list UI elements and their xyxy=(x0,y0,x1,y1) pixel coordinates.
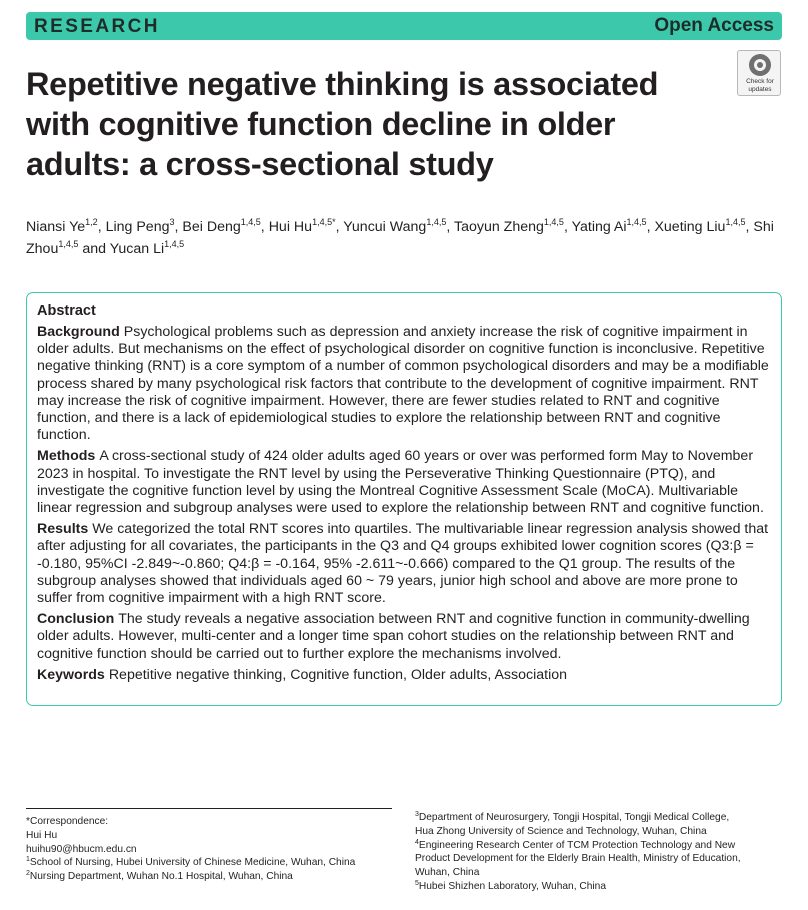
footnotes-left xyxy=(26,815,406,884)
author-affiliation-marker: 1,4,5 xyxy=(725,217,746,227)
author-affiliation-marker: 1,2 xyxy=(85,217,98,227)
author-separator: , xyxy=(97,219,106,235)
author-affiliation-marker: 1,4,5 xyxy=(543,217,564,227)
author-name[interactable]: Yuncui Wang xyxy=(343,219,427,235)
check-for-updates-icon xyxy=(749,54,771,76)
author-separator: , xyxy=(174,219,183,235)
abstract-section-text: The study reveals a negative association between RNT and cognitive function in community-dwelling older adults. However, multi-center and a longer time span cohort studies on the relationship between RNT and cognitive function should be carried out to further explore the mechanisms involved. xyxy=(37,611,750,662)
abstract-section-text: Repetitive negative thinking, Cognitive function, Older adults, Association xyxy=(108,666,568,683)
affiliation-number: 3 xyxy=(415,811,419,818)
affiliation-text: Engineering Research Center of TCM Protection Technology and New xyxy=(418,839,736,851)
affiliation-footnote xyxy=(415,839,785,853)
abstract-section-text: A cross-sectional study of 424 older adults aged 60 years or over was performed form May to November 2023 in hospital. To investigate the RNT level by using the Perseverative Thinking Questionnaire (PTQ), and investigate the cognitive function level by using the Montreal Cognitive Assessment Scale (MoCA). Multivariable linear regression and subgroup analyses were used to explore the relationship between RNT and cognitive function. xyxy=(37,448,764,517)
affiliation-footnote xyxy=(415,825,785,839)
abstract-section-text: We categorized the total RNT scores into quartiles. The multivariable linear regression analysis showed that after adjusting for all covariates, the participants in the Q3 and Q4 groups exhibited lower cognition scores (Q3:β = -0.180, 95%CI -2.849~-0.860; Q4:β = -0.164, 95% -2.611~-0.666) compared to the Q1 group. The results of the subgroup analyses showed that individuals aged 60 ~ 79 years, junior high school and above are more prone to suffer from cognitive impairment with a high RNT score. xyxy=(37,521,769,607)
author-name[interactable]: Ling Peng xyxy=(105,219,170,235)
author-affiliation-marker: 1,4,5 xyxy=(58,239,79,249)
correspondent-name: Hui Hu xyxy=(26,829,58,841)
check-for-updates-button[interactable] xyxy=(737,50,781,96)
affiliation-text: Department of Neurosurgery, Tongji Hospital, Tongji Medical College, xyxy=(418,812,730,823)
affiliation-footnote xyxy=(26,870,406,884)
abstract-section-background xyxy=(37,324,773,444)
author-name[interactable]: Yucan Li xyxy=(109,241,165,257)
author-affiliation-marker: 1,4,5* xyxy=(312,217,336,227)
author-separator: , xyxy=(745,219,754,235)
author-separator: , xyxy=(260,219,269,235)
affiliation-number: 2 xyxy=(26,870,30,878)
affiliation-number: 1 xyxy=(26,856,30,864)
affiliation-text: School of Nursing, Hubei University of Chinese Medicine, Wuhan, China xyxy=(29,857,356,869)
author-affiliation-marker: 1,4,5 xyxy=(626,217,647,227)
affiliation-footnote xyxy=(415,880,785,894)
affiliation-footnote xyxy=(26,856,406,870)
abstract-section-label: Background xyxy=(37,324,120,340)
section-label: RESEARCH xyxy=(34,16,160,37)
author-affiliation-marker: 1,4,5 xyxy=(240,217,261,227)
affiliation-footnote xyxy=(415,866,785,880)
correspondent-email-link[interactable]: huihu90@hbucm.edu.cn xyxy=(26,843,137,855)
author-name[interactable]: Yating Ai xyxy=(571,219,627,235)
author-separator: , xyxy=(446,219,454,235)
affiliation-footnote xyxy=(415,811,785,825)
abstract-section-label: Methods xyxy=(37,448,96,465)
affiliation-text: Nursing Department, Wuhan No.1 Hospital, Wuhan, China xyxy=(29,871,293,883)
author-name[interactable]: Xueting Liu xyxy=(654,219,726,235)
author-name[interactable]: Hui Hu xyxy=(268,219,313,235)
abstract-section-keywords xyxy=(37,667,773,684)
author-affiliation-marker: 1,4,5 xyxy=(426,217,447,227)
abstract-section-label: Results xyxy=(37,521,89,538)
abstract-box xyxy=(26,292,782,706)
abstract-heading: Abstract xyxy=(37,303,96,319)
footnote-divider xyxy=(26,808,392,809)
open-access-label[interactable]: Open Access xyxy=(654,15,774,36)
author-list xyxy=(26,216,776,260)
header-banner xyxy=(26,12,782,40)
affiliation-text: Wuhan, China xyxy=(415,867,480,879)
author-affiliation-marker: 1,4,5 xyxy=(164,239,185,249)
article-title: Repetitive negative thinking is associated with cognitive function decline in older adults: a cross-sectional study xyxy=(26,66,659,182)
author-separator: and xyxy=(78,241,110,257)
abstract-section-methods xyxy=(37,448,773,517)
affiliation-number: 4 xyxy=(415,838,419,846)
affiliation-text: Product Development for the Elderly Brain Health, Ministry of Education, xyxy=(415,853,741,865)
author-name[interactable]: Niansi Ye xyxy=(26,219,86,235)
affiliation-text: Hua Zhong University of Science and Technology, Wuhan, China xyxy=(415,825,707,837)
author-affiliation-marker: 3 xyxy=(169,217,175,227)
author-separator: , xyxy=(646,219,655,235)
author-name[interactable]: Taoyun Zheng xyxy=(453,219,544,235)
author-name[interactable]: Bei Deng xyxy=(182,219,241,235)
correspondence-label: *Correspondence: xyxy=(26,816,109,827)
abstract-section-label: Conclusion xyxy=(37,611,115,628)
author-separator: , xyxy=(563,219,572,235)
abstract-section-results xyxy=(37,521,773,607)
abstract-section-conclusion xyxy=(37,611,773,663)
abstract-section-label: Keywords xyxy=(37,666,105,683)
footnotes-right xyxy=(415,811,785,894)
author-name[interactable]: Shi Zhou xyxy=(26,219,774,257)
affiliation-text: Hubei Shizhen Laboratory, Wuhan, China xyxy=(418,880,606,892)
check-for-updates-label: Check for updates xyxy=(746,78,774,93)
affiliation-number: 5 xyxy=(415,879,419,887)
affiliation-footnote xyxy=(415,852,785,866)
author-separator: , xyxy=(335,219,344,235)
abstract-section-text: Psychological problems such as depression and anxiety increase the risk of cognitive impairment in older adults. But mechanisms on the effect of psychological disorder on cognitive function is inconclusive. Repetitive negative thinking (RNT) is a core symptom of a number of common psychological disorders and may be a modifiable process shared by many psychological risk factors that contribute to the development of cognitive impairment. RNT may increase the risk of cognitive impairment. However, there are fewer studies related to RNT and cognitive function, and there is a lack of epidemiological studies to explore the relationship between RNT and cognitive function. xyxy=(37,324,769,444)
